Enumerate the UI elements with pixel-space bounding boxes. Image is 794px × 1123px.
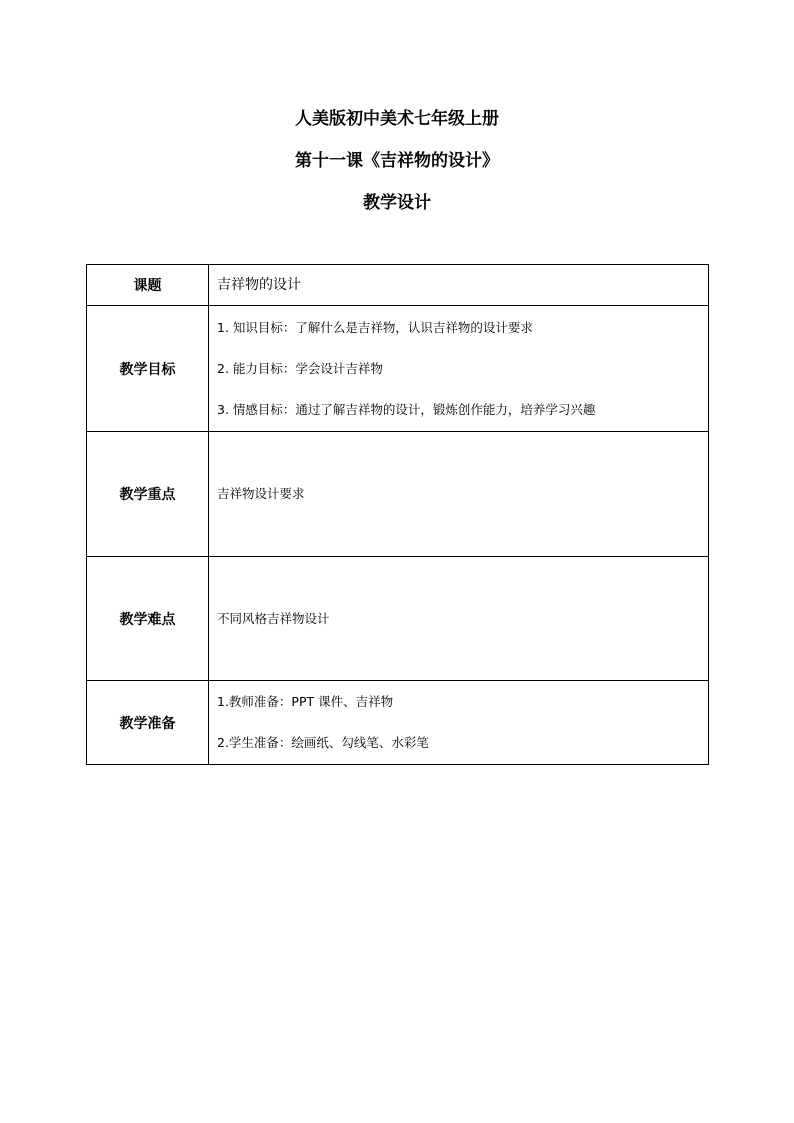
table-row-objectives: [87, 306, 709, 432]
row-content-preparation: [209, 681, 709, 765]
table-row-topic: [87, 265, 709, 306]
row-content-key-points: [209, 432, 709, 557]
objective-knowledge: 1. 知识目标：了解什么是吉祥物，认识吉祥物的设计要求: [217, 319, 533, 335]
row-label-preparation: 教学准备: [87, 681, 209, 765]
lesson-plan-table: [86, 264, 709, 765]
row-content-difficulties: [209, 557, 709, 681]
preparation-student: 2.学生准备：绘画纸、勾线笔、水彩笔: [217, 735, 429, 750]
key-points-text: 吉祥物设计要求: [217, 486, 305, 501]
lesson-title: 第十一课《吉祥物的设计》: [295, 151, 499, 171]
preparation-teacher: 1.教师准备：PPT 课件、吉祥物: [217, 694, 394, 709]
document-subtitle: 教学设计: [363, 193, 431, 213]
topic-text: 吉祥物的设计: [217, 277, 301, 293]
objective-ability: 2. 能力目标：学会设计吉祥物: [217, 360, 383, 376]
row-content-objectives: [209, 306, 709, 432]
table-row-preparation: [87, 681, 709, 765]
row-label-difficulties: 教学难点: [87, 557, 209, 681]
table-row-key-points: [87, 432, 709, 557]
row-label-key-points: 教学重点: [87, 432, 209, 557]
difficulties-text: 不同风格吉祥物设计: [217, 610, 330, 626]
document-title: 人美版初中美术七年级上册: [295, 109, 499, 129]
row-content-topic: [209, 265, 709, 306]
objective-emotion: 3. 情感目标：通过了解吉祥物的设计，锻炼创作能力，培养学习兴趣: [217, 401, 596, 417]
row-label-objectives: 教学目标: [87, 306, 209, 432]
table-row-difficulties: [87, 557, 709, 681]
row-label-topic: 课题: [87, 265, 209, 306]
